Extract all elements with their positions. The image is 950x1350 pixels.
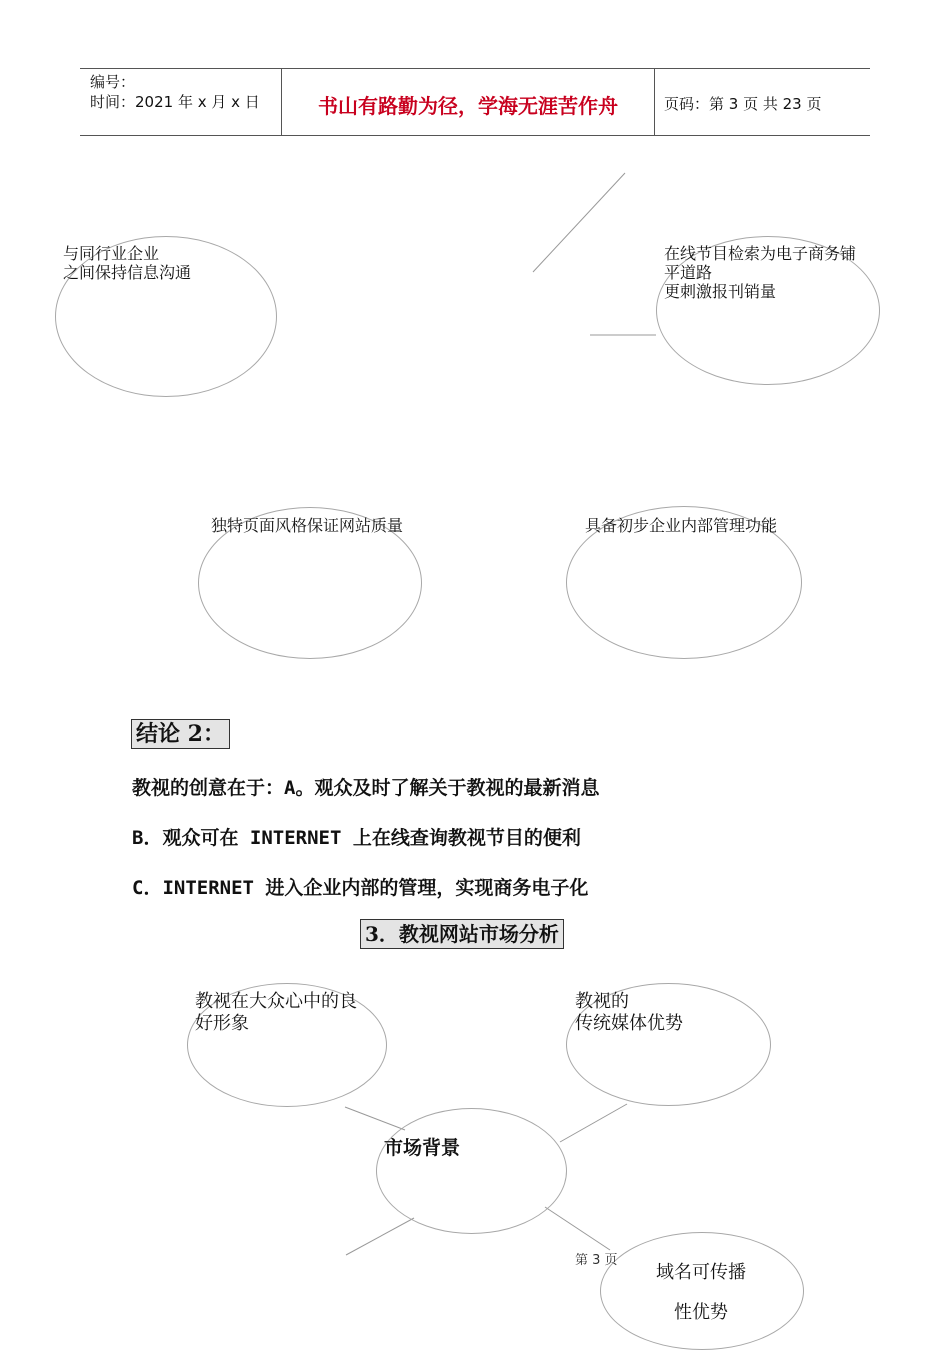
connector-line-market-bottom-left [346, 1218, 414, 1255]
bubble-traditional-media-label: 教视的 传统媒体优势 [575, 991, 683, 1034]
bubble-market-background [376, 1108, 567, 1234]
connector-line-market-bottom-right [545, 1207, 610, 1250]
bubble-online-search-label: 在线节目检索为电子商务铺 平道路 更刺激报刊销量 [664, 244, 857, 301]
conclusion-line-b: B．观众可在 INTERNET 上在线查询教视节目的便利 [132, 827, 581, 849]
connector-line-market-right [560, 1104, 627, 1142]
conclusion-line-a: 教视的创意在于：A。观众及时了解关于教视的最新消息 [132, 777, 600, 799]
conclusion-title: 结论 2： [131, 719, 230, 749]
header-motto: 书山有路勤为径，学海无涯苦作舟 [318, 94, 618, 118]
bubble-internal-management-label: 具备初步企业内部管理功能 [585, 516, 778, 535]
header-time-label: 时间：2021 年 x 月 x 日 [90, 93, 260, 111]
connector-line-market-left [345, 1107, 405, 1130]
bubble-good-image-label: 教视在大众心中的良 好形象 [195, 991, 357, 1034]
connector-line-top [533, 173, 625, 272]
footer-page-marker: 第 3 页 [575, 1253, 618, 1268]
section-3-title: 3．教视网站市场分析 [360, 919, 564, 949]
conclusion-line-c: C．INTERNET 进入企业内部的管理，实现商务电子化 [132, 877, 589, 899]
bubble-info-exchange-label: 与同行业企业 之间保持信息沟通 [63, 244, 192, 282]
bubble-domain-advantage-label: 域名可传播 性优势 [656, 1262, 746, 1323]
header-number-label: 编号： [90, 73, 136, 91]
header-page-info: 页码：第 3 页 共 23 页 [664, 95, 822, 113]
bubble-page-style-label: 独特页面风格保证网站质量 [211, 516, 404, 535]
bubble-market-background-label: 市场背景 [384, 1137, 461, 1159]
